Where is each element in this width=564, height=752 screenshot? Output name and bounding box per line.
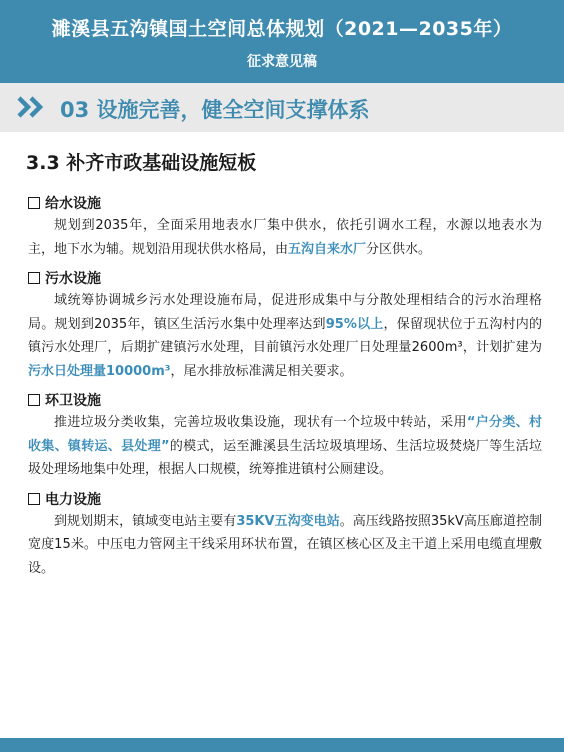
content-body	[28, 192, 542, 586]
body-text: 的模式，运至濉溪县生活垃圾填埋场、生活垃圾焚烧厂等生活垃圾处理场地集中处理，根据人口规模，统筹推进镇村公厕建设。	[28, 438, 542, 477]
item-paragraph	[28, 411, 542, 482]
item-heading-label: 给水设施	[45, 196, 101, 212]
body-text: ，保留现状位于五沟村内的镇污水处理厂，后期扩建镇污水处理，目前镇污水处理厂日处理量2600m³，计划扩建为	[28, 316, 542, 355]
body-text: 分区供水。	[366, 241, 432, 257]
body-text: 。高压线路按照35kV高压廊道控制宽度15米。中压电力管网主干线采用环状布置，在镇区核心区及主干道上采用电缆直埋敷设。	[28, 513, 542, 576]
checkbox-icon	[28, 197, 40, 209]
item-heading	[28, 192, 542, 214]
body-text: 域统筹协调城乡污水处理设施布局，促进形成集中与分散处理相结合的污水治理格局。规划到2035年，镇区生活污水集中处理率达到	[28, 293, 542, 332]
body-text: ，尾水排放标准满足相关要求。	[170, 363, 353, 379]
body-text: 到规划期末，镇域变电站主要有	[54, 513, 237, 529]
highlight-text: 35KV五沟变电站	[236, 513, 340, 529]
highlight-text: 污水日处理量10000m³	[28, 363, 171, 379]
section-title: 03 设施完善，健全空间支撑体系	[60, 98, 370, 122]
item-heading	[28, 389, 542, 411]
highlight-text: 95%以上	[325, 316, 384, 332]
page-header	[0, 0, 564, 83]
item-heading	[28, 267, 542, 289]
item-heading-label: 环卫设施	[45, 393, 101, 409]
footer-bar	[0, 738, 564, 752]
item-block	[28, 488, 542, 581]
item-paragraph	[28, 289, 542, 383]
highlight-text: 五沟自来水厂	[288, 241, 367, 257]
subsection-title: 3.3 补齐市政基础设施短板	[26, 152, 257, 174]
checkbox-icon	[28, 493, 40, 505]
item-paragraph	[28, 510, 542, 581]
checkbox-icon	[28, 272, 40, 284]
double-chevron-right-icon	[16, 95, 46, 119]
item-block	[28, 192, 542, 261]
item-paragraph	[28, 214, 542, 261]
item-heading-label: 污水设施	[45, 271, 101, 287]
checkbox-icon	[28, 394, 40, 406]
item-block	[28, 267, 542, 383]
body-text: 推进垃圾分类收集，完善垃圾收集设施，现状有一个垃圾中转站，采用	[54, 415, 467, 430]
document-title: 濉溪县五沟镇国土空间总体规划（2021—2035年）	[51, 18, 513, 40]
item-heading	[28, 488, 542, 510]
item-heading-label: 电力设施	[45, 491, 101, 508]
highlight-text: “户分类、村收集、镇转运、县处理”	[28, 415, 542, 454]
body-text: 规划到2035年，全面采用地表水厂集中供水，依托引调水工程，水源以地表水为主，地下水为辅。规划沿用现状供水格局，由	[28, 218, 542, 257]
item-block	[28, 389, 542, 482]
document-subtitle: 征求意见稿	[247, 54, 317, 70]
section-bar	[0, 83, 564, 132]
